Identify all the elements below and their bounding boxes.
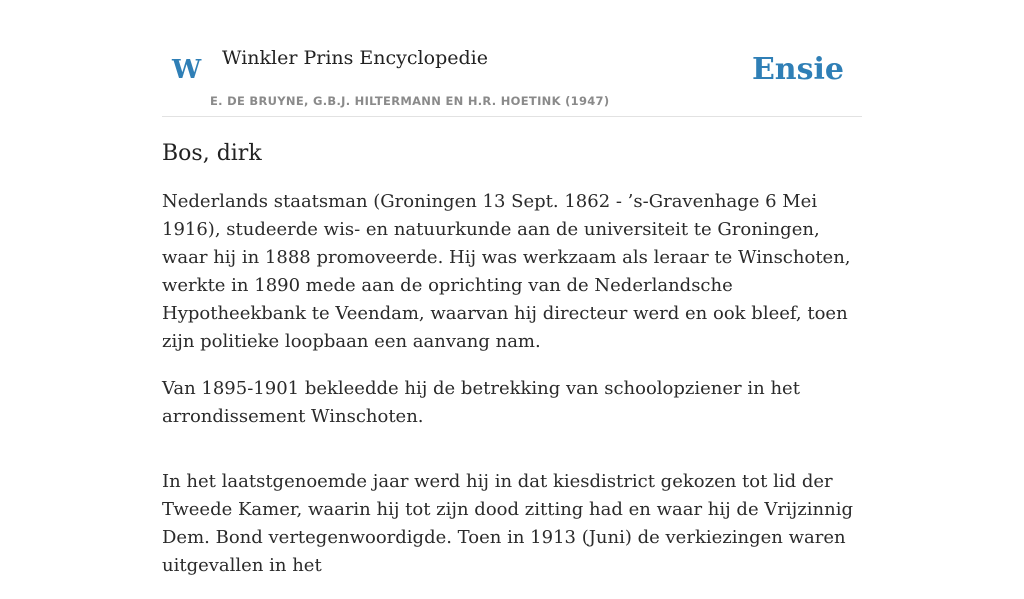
article-paragraph: Nederlands staatsman (Groningen 13 Sept. 1862 - ’s-Gravenhage 6 Mei 1916), studeerde wis- en natuurkunde aan de universiteit te Groningen, waar hij in 1888 promoveerde. Hij was werkzaam als leraar te Winschoten, werkte in 1890 mede aan de oprichting van de Nederlandsche Hypotheekbank te Veendam, waarvan hij directeur werd en ook bleef, toen zijn politieke loopbaan een aanvang nam.: [162, 191, 851, 352]
source-header: [162, 0, 862, 117]
source-authors: E. DE BRUYNE, G.B.J. HILTERMANN EN H.R. HOETINK (1947): [210, 94, 610, 108]
ensie-logo-link[interactable]: Ensie: [751, 52, 844, 87]
article-paragraph: In het laatstgenoemde jaar werd hij in dat kiesdistrict gekozen tot lid der Tweede Kamer, waarin hij tot zijn dood zitting had en waar hij de Vrijzinnig Dem. Bond vertegenwoordigde. Toen in 1913 (Juni) de verkiezingen waren uitgevallen in het: [162, 471, 853, 576]
winkler-prins-logo[interactable]: W: [172, 55, 202, 85]
article: [162, 138, 862, 599]
article-paragraph: Van 1895-1901 bekleedde hij de betrekking van schoolopziener in het arrondissement Winschoten.: [162, 378, 800, 427]
source-title[interactable]: Winkler Prins Encyclopedie: [222, 47, 488, 69]
article-title: Bos, dirk: [162, 141, 262, 166]
